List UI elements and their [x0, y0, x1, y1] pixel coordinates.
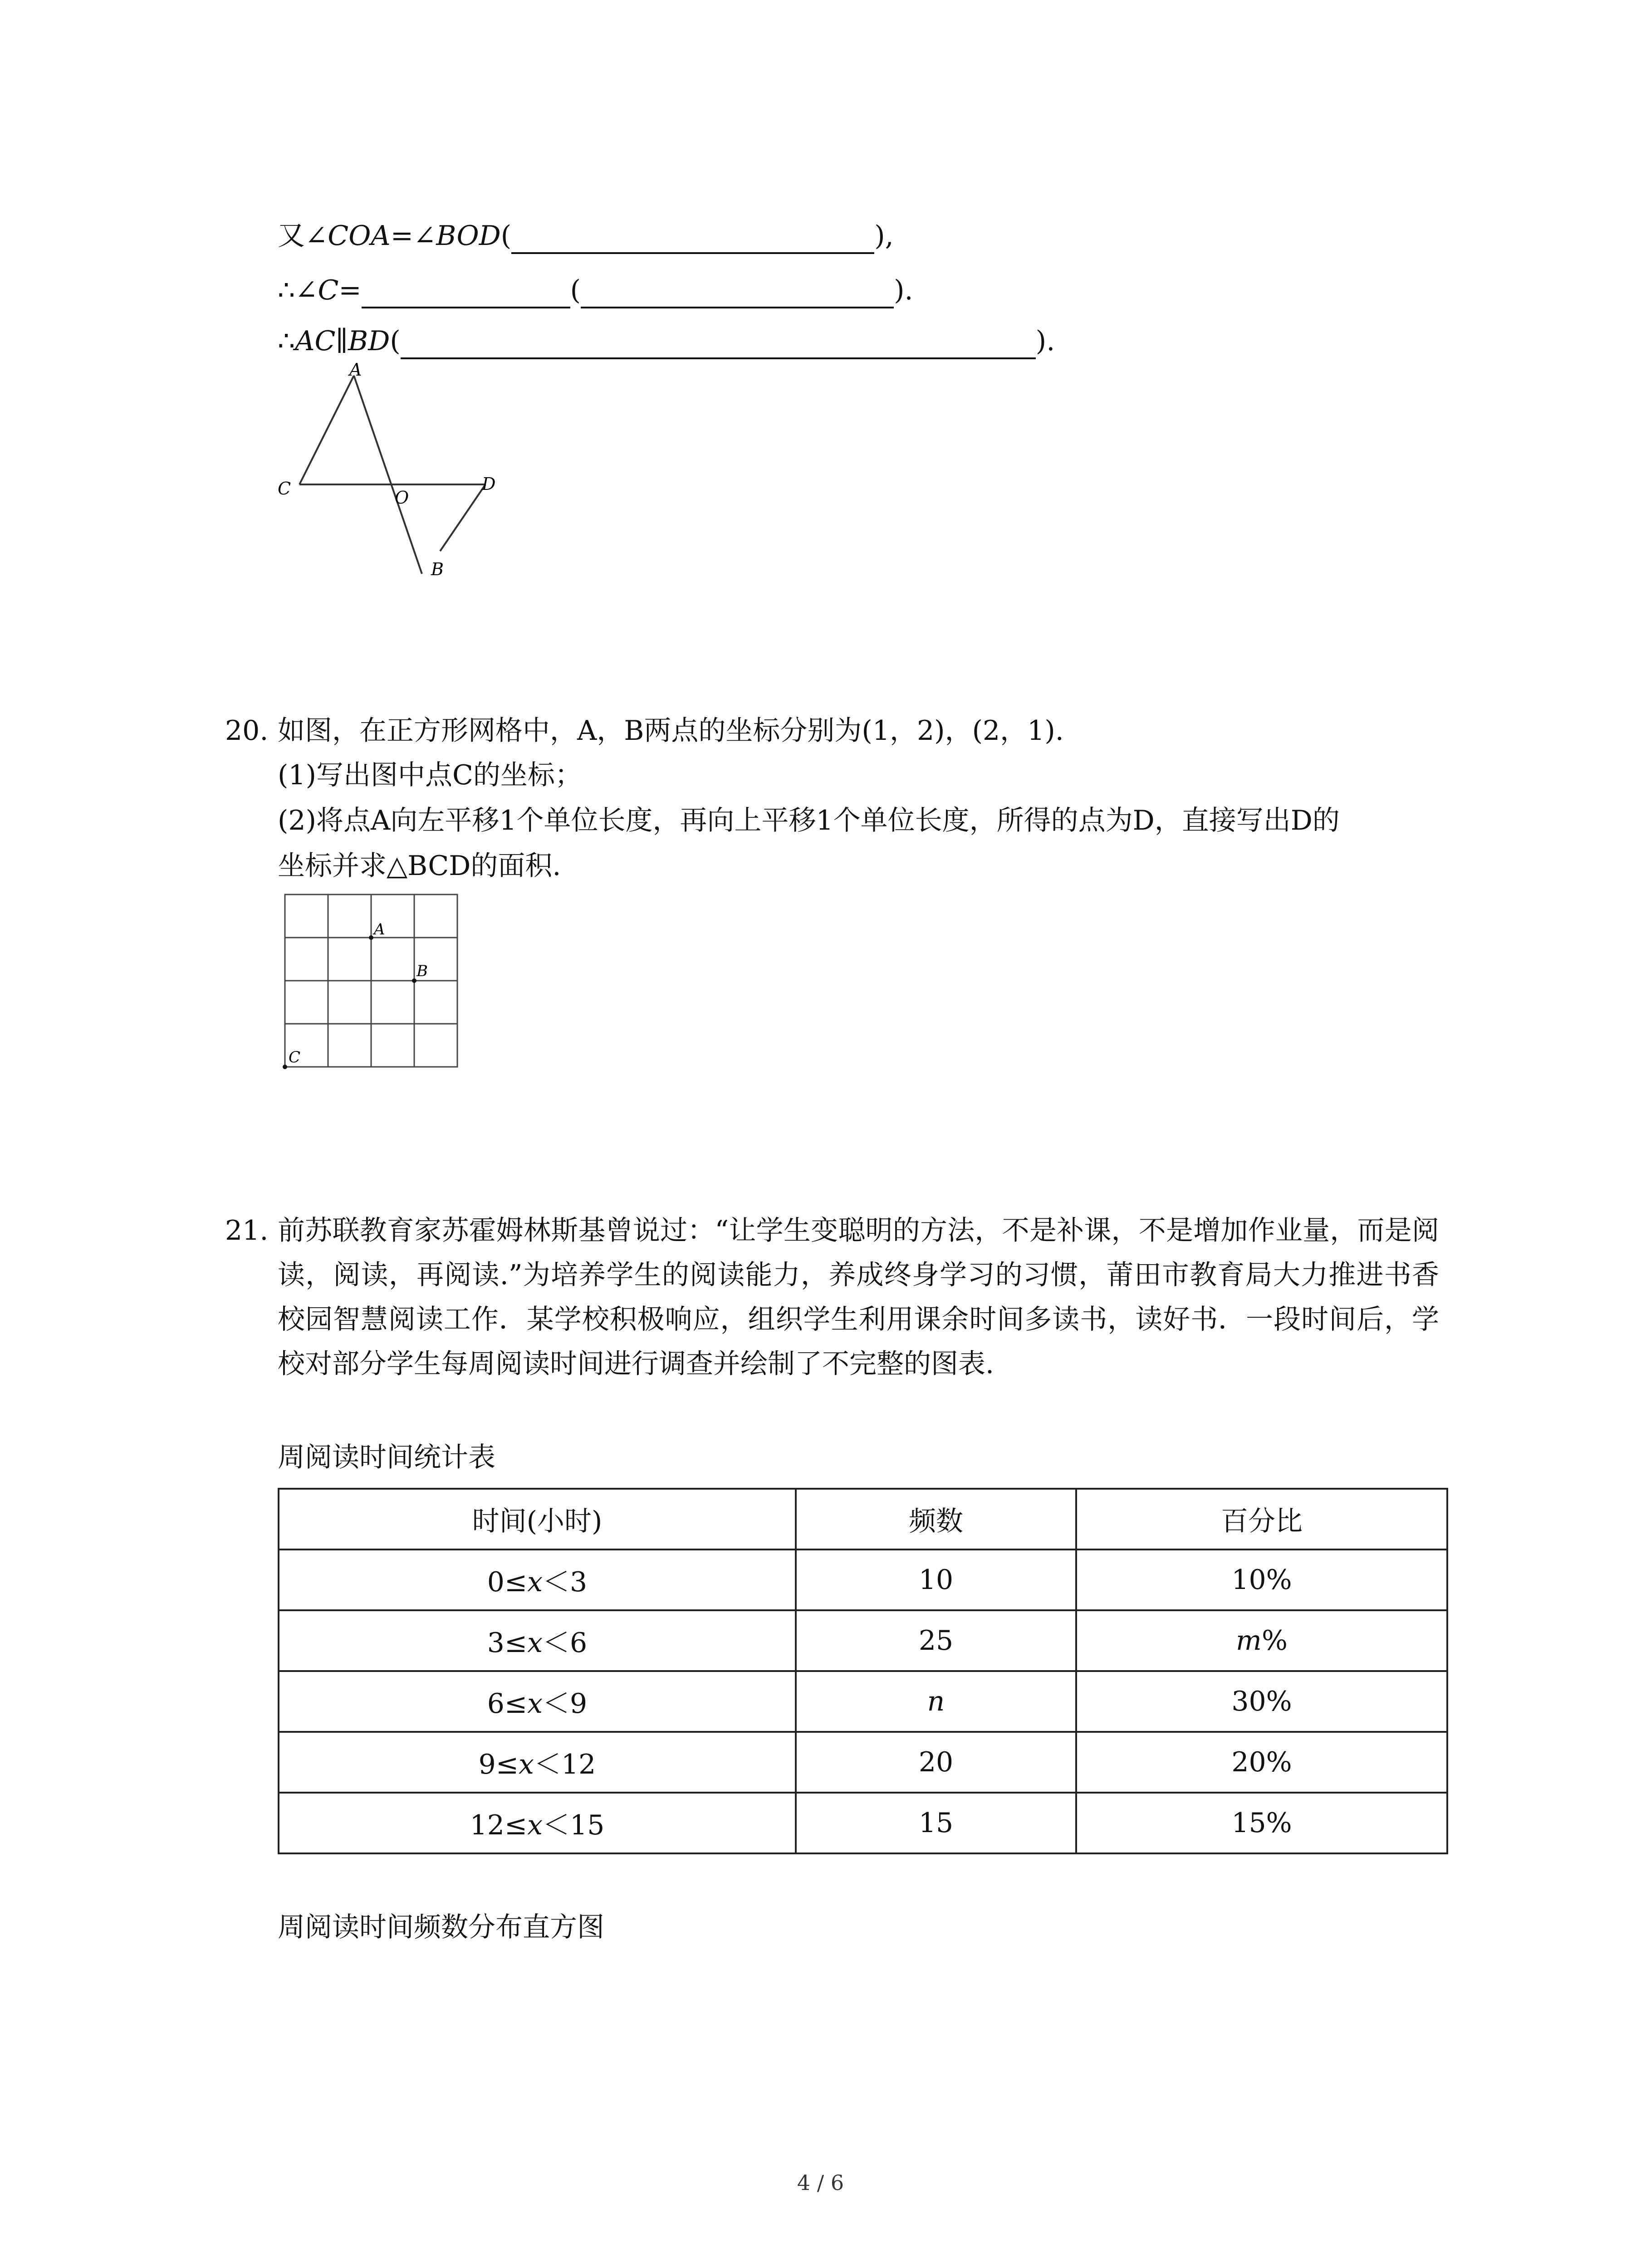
- table-header: 时间(小时): [279, 1489, 796, 1549]
- label-b: B: [416, 962, 428, 980]
- table-cell: 10: [796, 1549, 1076, 1610]
- paren: (: [570, 274, 581, 306]
- table-row: [279, 1610, 1447, 1671]
- var: AC: [295, 325, 336, 357]
- answer-blank[interactable]: [581, 281, 894, 308]
- var: C: [318, 274, 339, 306]
- table-row: [279, 1793, 1447, 1853]
- label-a: A: [349, 363, 362, 380]
- reading-time-table: [278, 1488, 1448, 1854]
- q21-histogram-title: 周阅读时间频数分布直方图: [278, 1911, 604, 1943]
- table-cell: 20: [796, 1732, 1076, 1793]
- label-b: B: [431, 559, 444, 579]
- q19-line-3: [278, 323, 1055, 359]
- text: ∴: [278, 325, 295, 357]
- table-cell: m%: [1076, 1610, 1447, 1671]
- paren: ),: [874, 220, 894, 252]
- page-number: 4 / 6: [797, 2170, 844, 2195]
- label-c: C: [289, 1048, 301, 1066]
- table-row: [279, 1671, 1447, 1732]
- point-c: [283, 1065, 287, 1069]
- q20-line-2: (1)写出图中点C的坐标；: [278, 759, 582, 791]
- q21-paragraph: 前苏联教育家苏霍姆林斯基曾说过：“让学生变聪明的方法，不是补课，不是增加作业量，而是阅读，阅读，再阅读.”为培养学生的阅读能力，养成终身学习的习惯，莆田市教育局大力推进书香校园智慧阅读工作．某学校积极响应，组织学生利用课余时间多读书，读好书．一段时间后，学校对部分学生每周阅读时间进行调查并绘制了不完整的图表.: [278, 1215, 1439, 1380]
- var: COA: [328, 220, 391, 252]
- point-a: [369, 935, 373, 940]
- segment-ac: [299, 376, 354, 484]
- answer-blank[interactable]: [401, 332, 1036, 359]
- text: =∠: [390, 220, 436, 252]
- q21-number: 21.: [225, 1215, 269, 1246]
- table-cell: 3≤x＜6: [279, 1610, 796, 1671]
- text: =: [338, 274, 362, 306]
- text: ∴∠: [278, 274, 318, 306]
- table-cell: 20%: [1076, 1732, 1447, 1793]
- table-row: [279, 1732, 1447, 1793]
- paren: (: [500, 220, 512, 252]
- point-b: [412, 978, 416, 983]
- paren: (: [390, 325, 401, 357]
- answer-blank[interactable]: [511, 227, 874, 254]
- q20-coordinate-grid: [272, 885, 472, 1075]
- var: BD: [348, 325, 390, 357]
- q19-line-1: [278, 218, 894, 254]
- label-c: C: [278, 479, 291, 499]
- table-cell: 15%: [1076, 1793, 1447, 1853]
- table-header-row: [279, 1489, 1447, 1549]
- table-cell: 0≤x＜3: [279, 1549, 796, 1610]
- table-cell: 25: [796, 1610, 1076, 1671]
- table-cell: 6≤x＜9: [279, 1671, 796, 1732]
- answer-blank[interactable]: [362, 281, 570, 308]
- q20-number: 20.: [225, 715, 269, 747]
- text: 又∠: [278, 220, 328, 252]
- table-cell: 10%: [1076, 1549, 1447, 1610]
- label-a: A: [374, 920, 385, 938]
- q21-table-title: 周阅读时间统计表: [278, 1442, 495, 1473]
- text: ∥: [335, 325, 348, 357]
- segment-ab: [354, 376, 422, 574]
- table-header: 百分比: [1076, 1489, 1447, 1549]
- label-d: D: [482, 474, 496, 494]
- table-cell: 9≤x＜12: [279, 1732, 796, 1793]
- q20-line-1: 如图，在正方形网格中，A，B两点的坐标分别为(1，2)，(2，1).: [278, 715, 1064, 747]
- q20-line-4: 坐标并求△BCD的面积.: [278, 850, 561, 882]
- table-cell: 30%: [1076, 1671, 1447, 1732]
- var: BOD: [436, 220, 501, 252]
- table-cell: 15: [796, 1793, 1076, 1853]
- q19-line-2: [278, 272, 913, 308]
- table-header: 频数: [796, 1489, 1076, 1549]
- table-cell: 12≤x＜15: [279, 1793, 796, 1853]
- label-o: O: [395, 488, 409, 508]
- paren: ).: [894, 274, 913, 306]
- table-cell: n: [796, 1671, 1076, 1732]
- segment-db: [440, 484, 485, 551]
- q20-line-3: (2)将点A向左平移1个单位长度，再向上平移1个单位长度，所得的点为D，直接写出D的: [278, 805, 1340, 836]
- table-row: [279, 1549, 1447, 1610]
- q19-triangle-figure: [272, 363, 526, 581]
- paren: ).: [1035, 325, 1055, 357]
